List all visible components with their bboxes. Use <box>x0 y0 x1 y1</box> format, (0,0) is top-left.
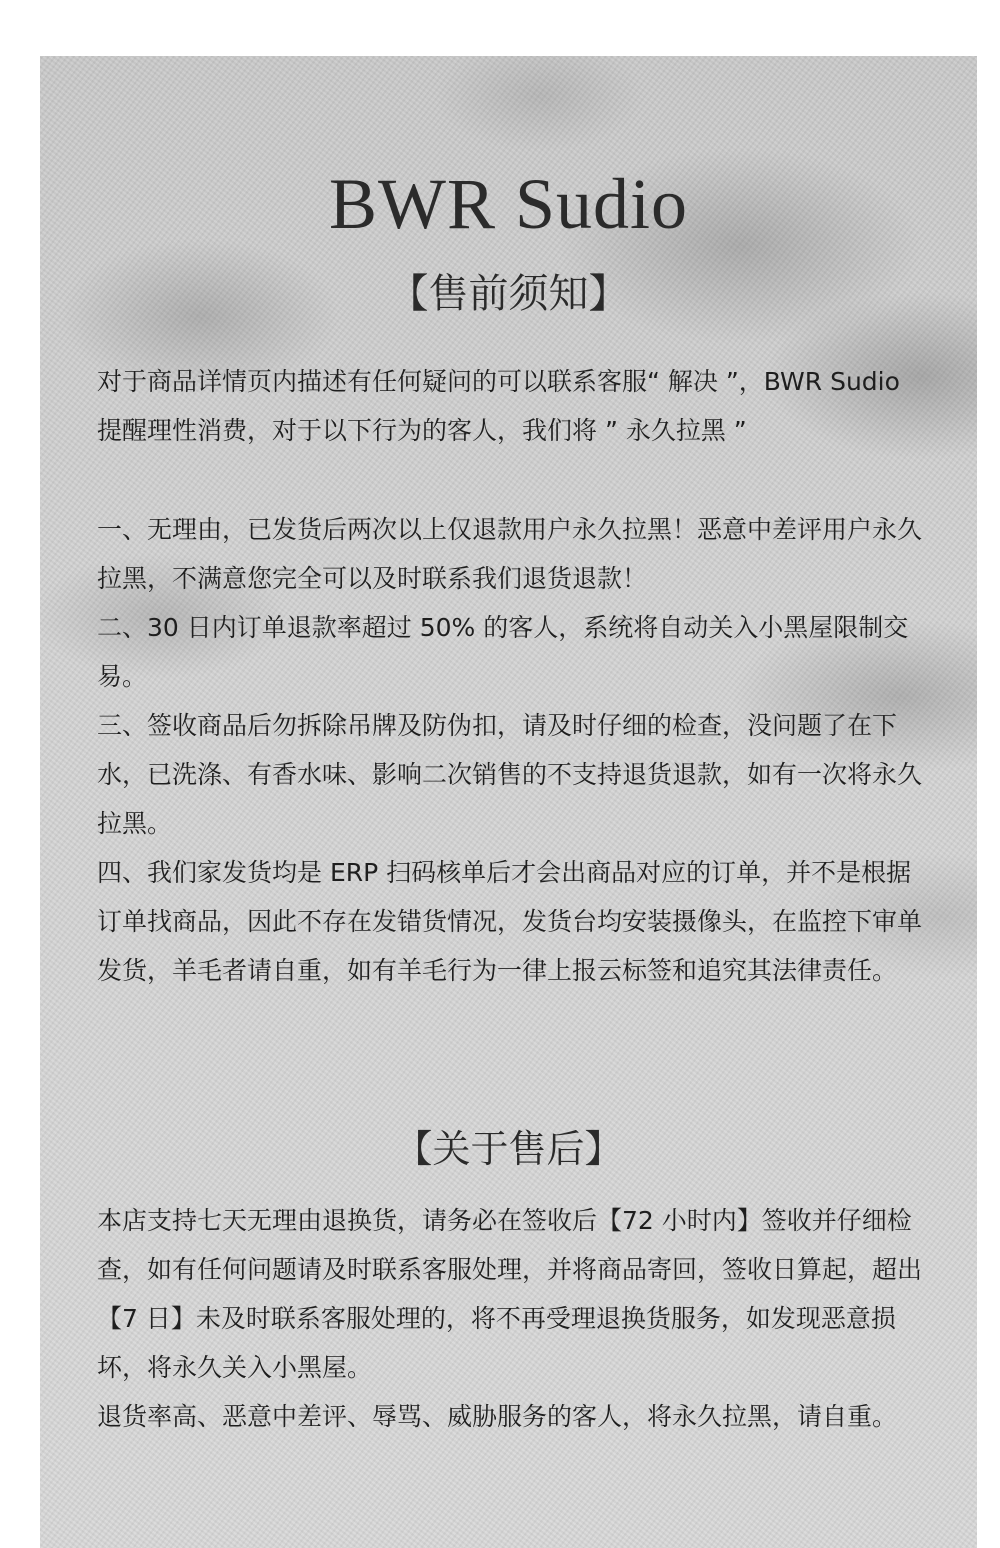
rule-item-4: 四、我们家发货均是 ERP 扫码核单后才会出商品对应的订单，并不是根据订单找商品，因此不存在发错货情况，发货台均安装摄像头，在监控下审单发货，羊毛者请自重，如有羊毛行为一律上报云标签和追究其法律责任。 <box>97 858 923 985</box>
brand-title: BWR Sudio <box>328 164 689 244</box>
after-sale-body <box>97 1196 927 1441</box>
after-sale-heading: 【关于售后】 <box>394 1127 623 1171</box>
rule-item-1: 一、无理由，已发货后两次以上仅退款用户永久拉黑！恶意中差评用户永久拉黑，不满意您完全可以及时联系我们退货退款！ <box>97 515 923 593</box>
intro-paragraph: 对于商品详情页内描述有任何疑问的可以联系客服“ 解决 ”，BWR Sudio 提醒理性消费，对于以下行为的客人，我们将 ” 永久拉黑 ” <box>97 367 900 445</box>
rule-item-3: 三、签收商品后勿拆除吊牌及防伪扣，请及时仔细的检查，没问题了在下水，已洗涤、有香水味、影响二次销售的不支持退货退款，如有一次将永久拉黑。 <box>97 711 923 838</box>
pre-sale-rules <box>97 505 927 995</box>
after-sale-paragraph-2: 退货率高、恶意中差评、辱骂、威胁服务的客人，将永久拉黑，请自重。 <box>97 1402 898 1431</box>
notice-card <box>40 56 977 1548</box>
pre-sale-heading: 【售前须知】 <box>388 271 629 317</box>
pre-sale-intro <box>97 357 927 455</box>
rule-item-2: 二、30 日内订单退款率超过 50% 的客人，系统将自动关入小黑屋限制交易。 <box>97 613 909 691</box>
after-sale-paragraph-1: 本店支持七天无理由退换货，请务必在签收后【72 小时内】签收并仔细检查，如有任何问题请及时联系客服处理，并将商品寄回，签收日算起，超出【7 日】未及时联系客服处理的，将不再受理退换货服务，如发现恶意损坏，将永久关入小黑屋。 <box>97 1206 923 1382</box>
